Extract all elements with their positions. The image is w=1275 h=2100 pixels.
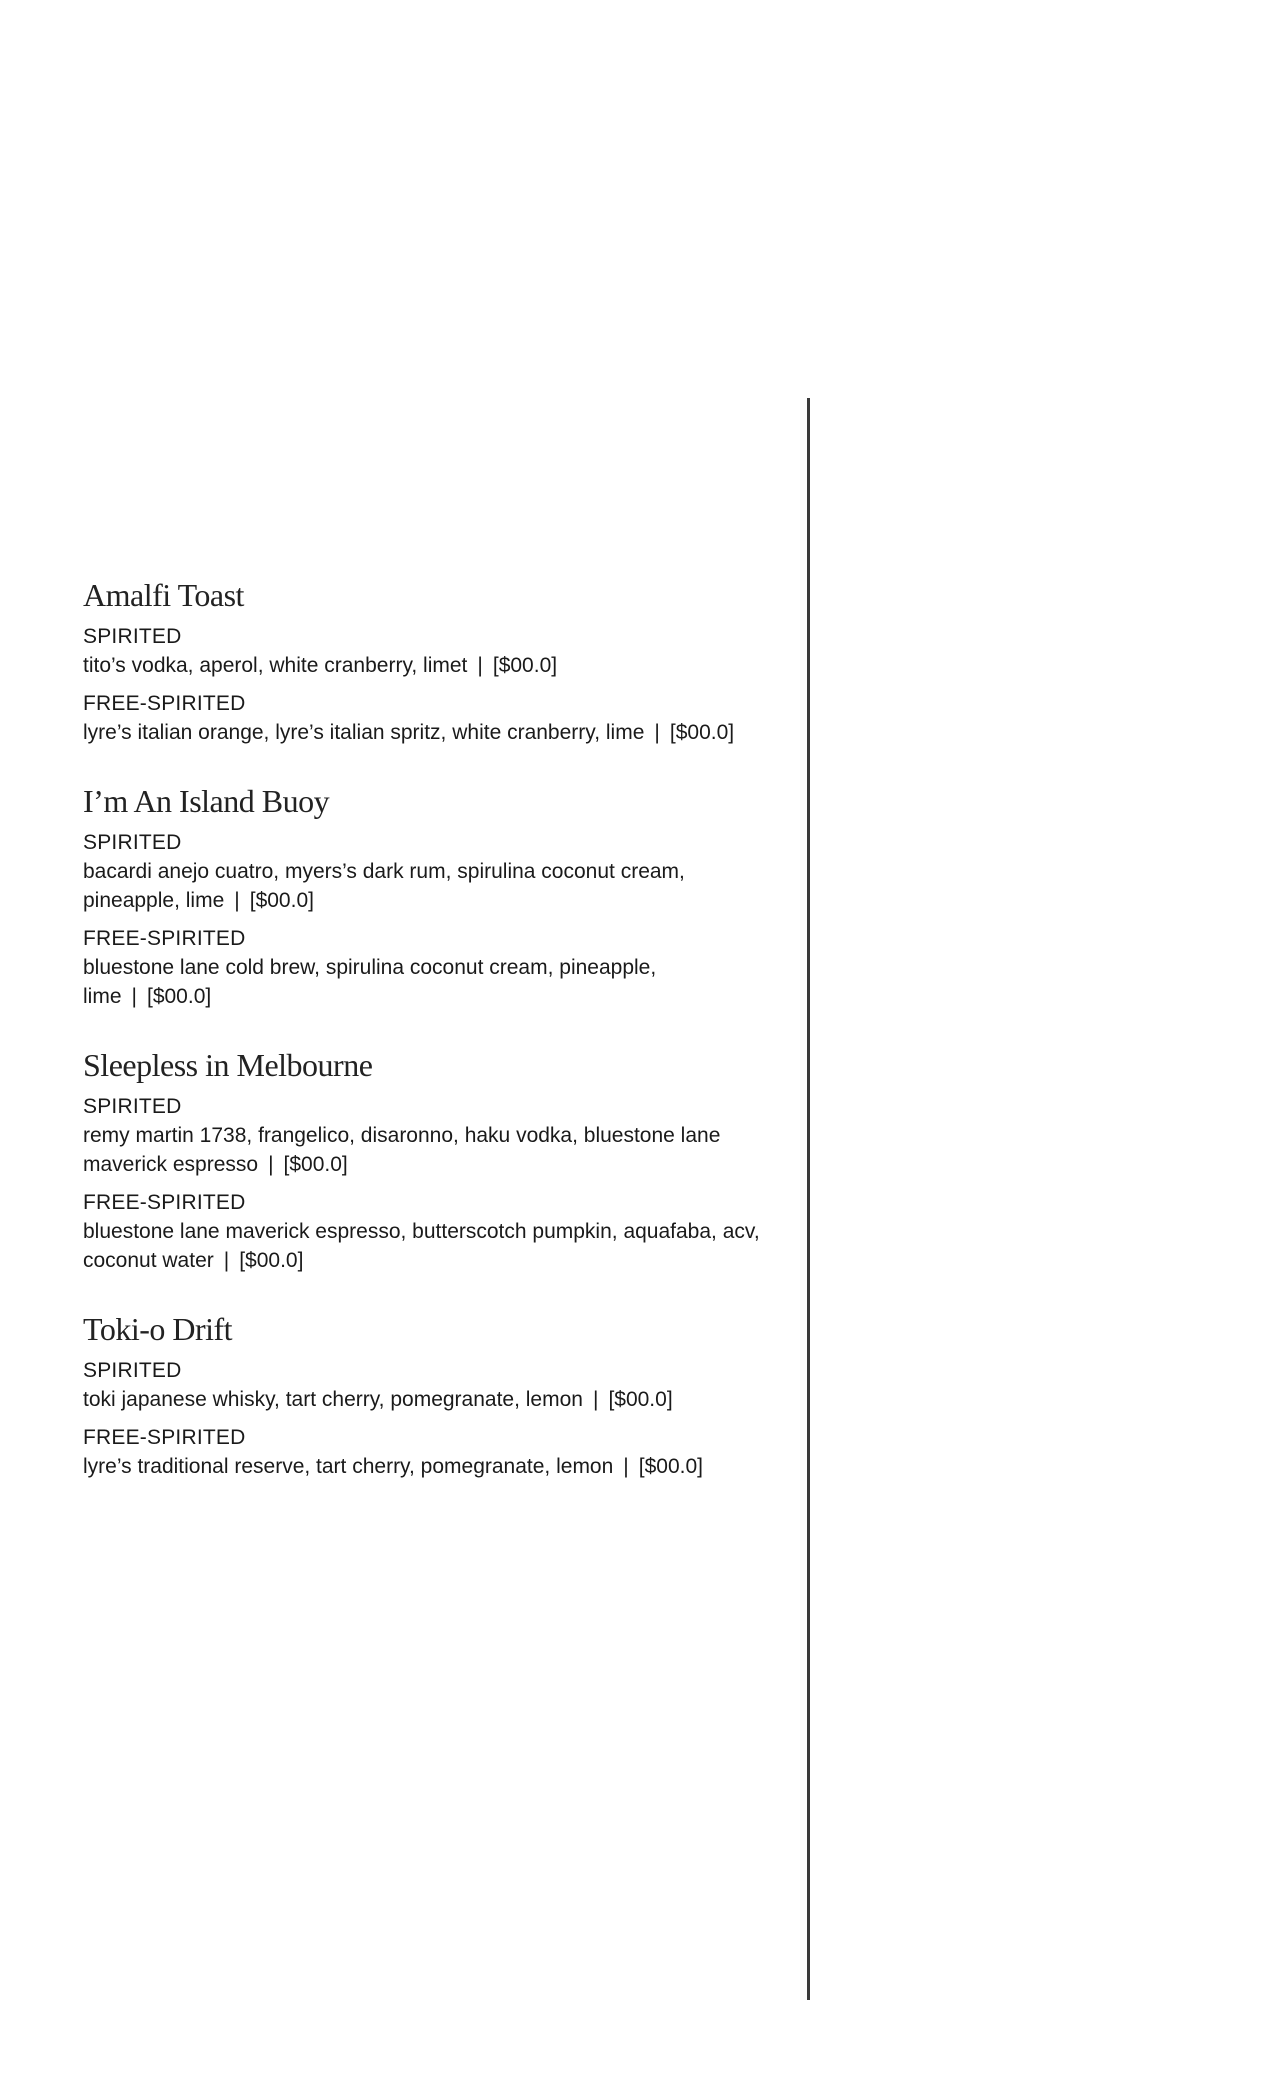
price-separator: |	[268, 1153, 274, 1176]
variant-label: SPIRITED	[83, 1095, 182, 1118]
drink-item	[83, 781, 783, 1011]
price-separator: |	[234, 889, 240, 912]
variant-spirited	[83, 1357, 783, 1414]
price-separator: |	[131, 985, 137, 1008]
variant-label: SPIRITED	[83, 625, 182, 648]
price: [$00.0]	[283, 1153, 348, 1176]
variant-label: FREE-SPIRITED	[83, 1191, 246, 1214]
variant-free-spirited	[83, 925, 783, 1011]
variant-description	[83, 718, 783, 747]
price-separator: |	[623, 1455, 629, 1478]
variant-description	[83, 1452, 783, 1481]
drink-name: Toki-o Drift	[83, 1311, 233, 1347]
drink-item	[83, 575, 783, 747]
ingredients: remy martin 1738, frangelico, disaronno, haku vodka, bluestone lane maverick espresso	[83, 1124, 721, 1176]
price: [$00.0]	[669, 721, 735, 744]
variant-description	[83, 1217, 763, 1275]
ingredients: lyre’s traditional reserve, tart cherry, pomegranate, lemon	[83, 1455, 614, 1478]
price: [$00.0]	[239, 1249, 304, 1272]
variant-free-spirited	[83, 1424, 783, 1481]
ingredients: bluestone lane cold brew, spirulina coconut cream, pineapple, lime	[83, 956, 657, 1008]
variant-description	[83, 857, 753, 915]
variant-spirited	[83, 1093, 783, 1179]
price: [$00.0]	[608, 1388, 673, 1411]
drink-item	[83, 1309, 783, 1481]
variant-description	[83, 651, 783, 680]
price: [$00.0]	[492, 654, 558, 677]
variant-free-spirited	[83, 690, 783, 747]
drink-name: Amalfi Toast	[83, 577, 244, 613]
variant-label: FREE-SPIRITED	[83, 927, 246, 950]
price-separator: |	[654, 721, 660, 744]
variant-spirited	[83, 829, 783, 915]
price-separator: |	[223, 1249, 230, 1272]
price: [$00.0]	[146, 985, 212, 1008]
variant-label: FREE-SPIRITED	[83, 692, 246, 715]
ingredients: toki japanese whisky, tart cherry, pomegranate, lemon	[83, 1388, 583, 1411]
price: [$00.0]	[638, 1455, 703, 1478]
drink-name: I’m An Island Buoy	[83, 783, 330, 819]
variant-label: SPIRITED	[83, 1359, 182, 1382]
ingredients: tito’s vodka, aperol, white cranberry, limet	[83, 654, 468, 677]
price: [$00.0]	[249, 889, 314, 912]
price-separator: |	[592, 1388, 599, 1411]
variant-description	[83, 1121, 763, 1179]
ingredients: bacardi anejo cuatro, myers’s dark rum, spirulina coconut cream, pineapple, lime	[83, 860, 685, 912]
variant-label: SPIRITED	[83, 831, 182, 854]
drink-name: Sleepless in Melbourne	[83, 1047, 373, 1083]
drink-item	[83, 1045, 783, 1275]
variant-label: FREE-SPIRITED	[83, 1426, 246, 1449]
variant-description	[83, 953, 713, 1011]
vertical-divider	[807, 398, 810, 2000]
ingredients: bluestone lane maverick espresso, butterscotch pumpkin, aquafaba, acv, coconut water	[83, 1220, 760, 1272]
price-separator: |	[477, 654, 483, 677]
variant-spirited	[83, 623, 783, 680]
ingredients: lyre’s italian orange, lyre’s italian spritz, white cranberry, lime	[83, 721, 645, 744]
cocktail-menu	[83, 575, 783, 1515]
variant-free-spirited	[83, 1189, 783, 1275]
variant-description	[83, 1385, 783, 1414]
